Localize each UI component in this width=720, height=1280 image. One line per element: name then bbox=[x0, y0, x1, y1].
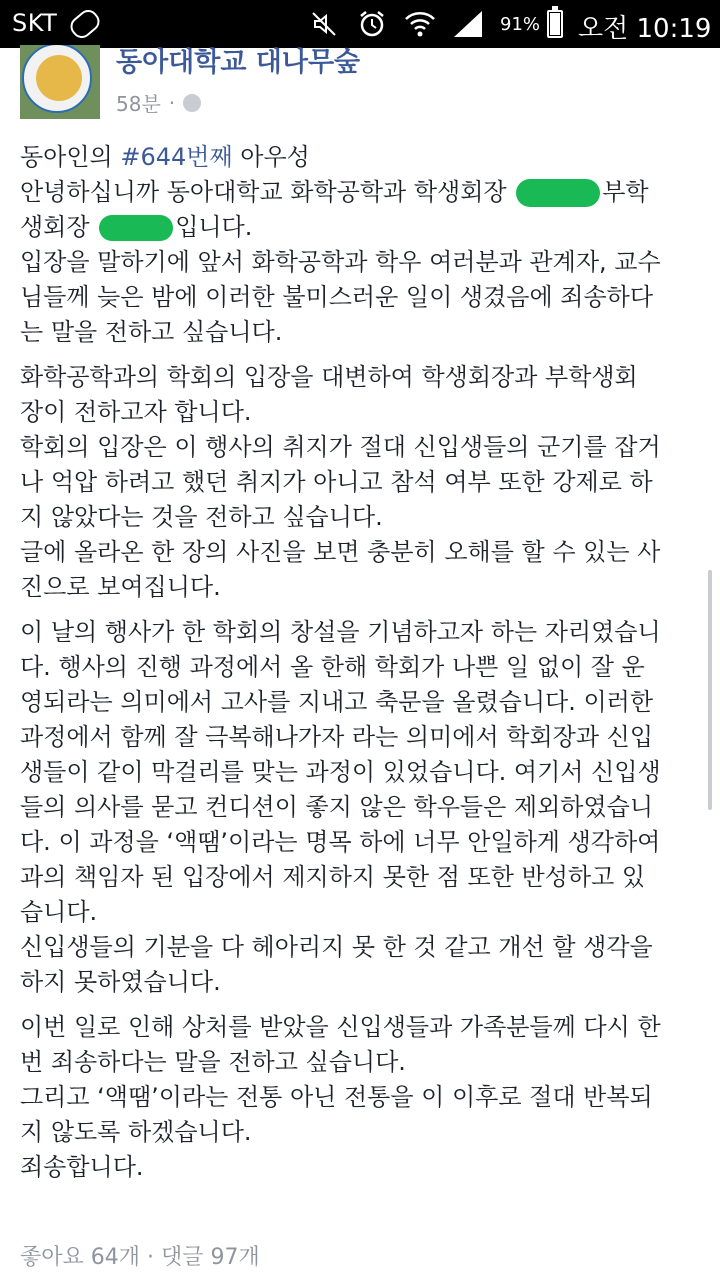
stats-separator: · bbox=[147, 1245, 154, 1270]
meta-separator: · bbox=[168, 90, 176, 115]
page-name-link[interactable]: 동아대학교 대나무숲 bbox=[116, 47, 361, 78]
clock: 오전 10:19 bbox=[578, 14, 712, 44]
text-line: 장이 전하고자 합니다. bbox=[20, 398, 252, 426]
text-line: 들의 의사를 묻고 컨디션이 좋지 않은 학우들은 제외하였습니 bbox=[20, 793, 654, 821]
battery-icon bbox=[547, 10, 563, 38]
text-line: 진으로 보여집니다. bbox=[20, 573, 221, 601]
text-line: 나 억압 하려고 했던 취지가 아니고 참석 여부 또한 강제로 하 bbox=[20, 468, 653, 496]
hashtag-link[interactable]: #644번째 bbox=[120, 143, 233, 171]
alarm-icon bbox=[356, 8, 388, 40]
text-line: 는 말을 전하고 싶습니다. bbox=[20, 318, 283, 346]
post-meta bbox=[116, 88, 201, 117]
comments-count[interactable]: 댓글 97개 bbox=[161, 1245, 260, 1270]
text-line: 죄송합니다. bbox=[20, 1153, 144, 1181]
greeting-line: 안녕하십니까 동아대학교 화학공학과 학생회장 부학 bbox=[20, 178, 649, 206]
likes-count[interactable]: 좋아요 64개 bbox=[20, 1245, 140, 1270]
paragraph-3 bbox=[20, 615, 704, 1000]
post-time[interactable]: 58분 bbox=[116, 92, 161, 116]
text-line: 글에 올라온 한 장의 사진을 보면 충분히 오해를 할 수 있는 사 bbox=[20, 538, 661, 566]
text-line: 번 죄송하다는 말을 전하고 싶습니다. bbox=[20, 1048, 406, 1076]
wifi-icon bbox=[404, 8, 436, 40]
redaction-mark bbox=[99, 215, 173, 241]
text-line: 신입생들의 기분을 다 헤아리지 못 한 것 같고 개선 할 생각을 bbox=[20, 933, 653, 961]
text-line: 과의 책임자 된 입장에서 제지하지 못한 점 또한 반성하고 있 bbox=[20, 863, 646, 891]
text-line: 다. 이 과정을 ‘액땜’이라는 명목 하에 너무 안일하게 생각하여 bbox=[20, 828, 661, 856]
text-line: 이 날의 행사가 한 학회의 창설을 기념하고자 하는 자리였습니 bbox=[20, 618, 661, 646]
carrier-label: SKT bbox=[12, 9, 58, 37]
text-line: 님들께 늦은 밤에 이러한 불미스러운 일이 생겼음에 죄송하다 bbox=[20, 283, 654, 311]
text-line: 입장을 말하기에 앞서 화학공학과 학우 여러분과 관계자, 교수 bbox=[20, 248, 661, 276]
text-line: 이번 일로 인해 상처를 받았을 신입생들과 가족분들께 다시 한 bbox=[20, 1013, 661, 1041]
text-line: 영되라는 의미에서 고사를 지내고 축문을 올렸습니다. 이러한 bbox=[20, 688, 654, 716]
text-line: 과정에서 함께 잘 극복해나가자 라는 의미에서 학회장과 신입 bbox=[20, 723, 654, 751]
pill-icon bbox=[66, 6, 103, 42]
paragraph-1 bbox=[20, 140, 704, 350]
mute-icon bbox=[308, 8, 340, 40]
text-line: 지 않았다는 것을 전하고 싶습니다. bbox=[20, 503, 383, 531]
post-body bbox=[20, 140, 704, 1195]
greeting-line-2: 생회장 입니다. bbox=[20, 213, 253, 241]
status-icons bbox=[308, 8, 484, 40]
text-line: 화학공학과의 학회의 입장을 대변하여 학생회장과 부학생회 bbox=[20, 363, 638, 391]
text-line: 지 않도록 하겠습니다. bbox=[20, 1118, 252, 1146]
battery-percent: 91% bbox=[500, 14, 541, 35]
text-line: 하지 못하였습니다. bbox=[20, 968, 221, 996]
signal-icon bbox=[452, 8, 484, 40]
text-line: 생들이 같이 막걸리를 맞는 과정이 있었습니다. 여기서 신입생 bbox=[20, 758, 661, 786]
text-line: 습니다. bbox=[20, 898, 98, 926]
text-line: 다. 행사의 진행 과정에서 올 한해 학회가 나쁜 일 없이 잘 운 bbox=[20, 653, 645, 681]
page-avatar[interactable] bbox=[20, 45, 100, 119]
scrollbar[interactable] bbox=[708, 570, 712, 810]
redaction-mark bbox=[516, 179, 600, 207]
paragraph-4 bbox=[20, 1010, 704, 1185]
text-line: 그리고 ‘액땜’이라는 전통 아닌 전통을 이 이후로 절대 반복되 bbox=[20, 1083, 653, 1111]
text-line: 학회의 입장은 이 행사의 취지가 절대 신입생들의 군기를 잡거 bbox=[20, 433, 661, 461]
globe-icon bbox=[183, 94, 201, 112]
post-stats bbox=[20, 1240, 260, 1271]
intro-line: 동아인의 #644번째 아우성 bbox=[20, 143, 310, 171]
paragraph-2 bbox=[20, 360, 704, 605]
